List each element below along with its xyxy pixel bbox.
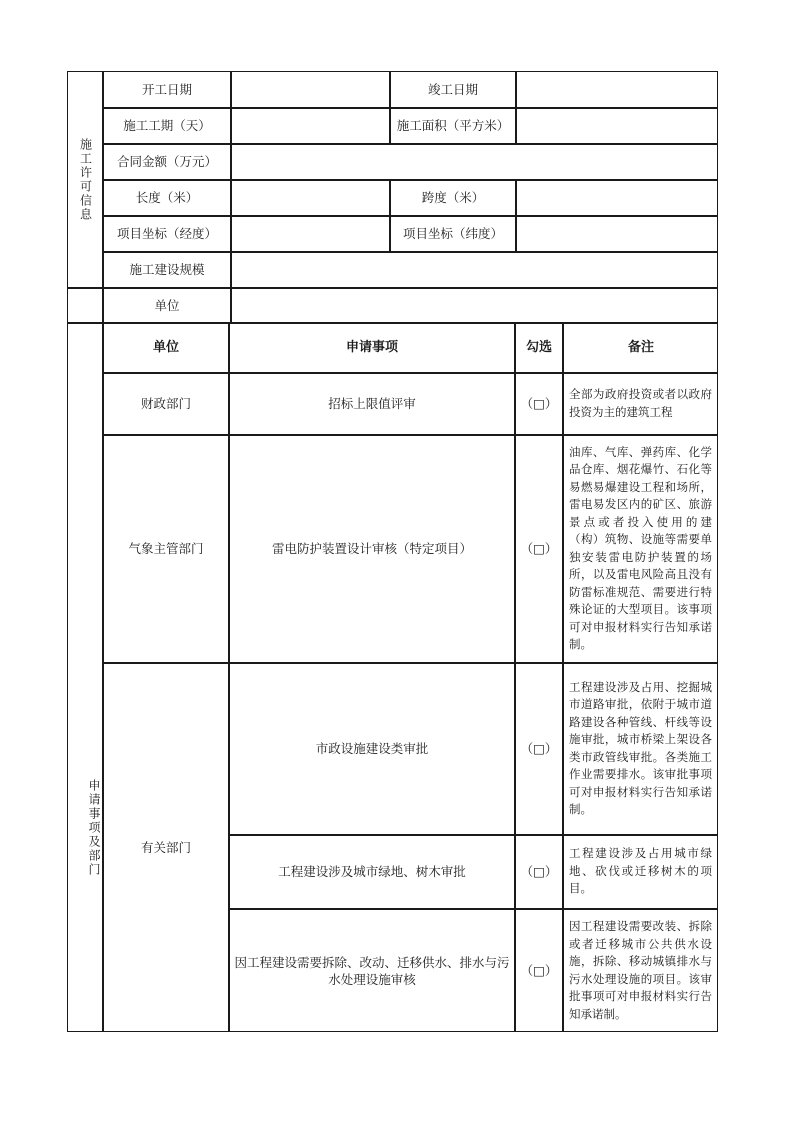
unit-cell-meteorology: 气象主管部门 [128,541,204,556]
length-label: 长度（米） [135,190,199,205]
duration-label: 施工工期（天） [123,118,211,133]
item-cell: 工程建设涉及城市绿地、树木审批 [278,864,466,879]
section-label-permit-info: 施工许可信息 [78,137,93,222]
longitude-label: 项目坐标（经度） [116,226,217,241]
unit-cell-finance: 财政部门 [140,396,191,411]
check-box[interactable]: （□） [520,541,558,556]
unit-field[interactable] [232,288,717,322]
item-cell: 因工程建设需要拆除、改动、迁移供水、排水与污水处理设施审核 [234,954,510,987]
remark-cell: 全部为政府投资或者以政府投资为主的建筑工程 [569,387,712,419]
length-field[interactable] [232,180,389,215]
check-box[interactable]: （□） [520,963,558,978]
span-label: 跨度（米） [421,190,485,205]
item-cell: 市政设施建设类审批 [315,741,429,756]
latitude-label: 项目坐标（纬度） [402,226,503,241]
contract-amount-field[interactable] [232,144,717,179]
item-cell: 雷电防护装置设计审核（特定项目） [271,541,472,556]
area-field[interactable] [517,108,717,143]
item-cell: 招标上限值评审 [328,396,416,411]
remark-cell: 油库、气库、弹药库、化学品仓库、烟花爆竹、石化等易燃易爆建设工程和场所，雷电易发区内的矿区、旅游景点或者投入使用的建（构）筑物、设施等需要单独安装雷电防护装置的场所，以及雷电风险高且没有防雷标准规范、需要进行特殊论证的大型项目。该事项可对申报材料实行告知承诺制。 [569,444,712,651]
header-unit: 单位 [152,340,179,355]
section-label-items-departments: 申请事项及部门 [87,778,101,877]
latitude-field[interactable] [517,216,717,251]
span-field[interactable] [517,180,717,215]
header-item: 申请事项 [345,340,398,355]
start-date-label: 开工日期 [141,82,192,97]
header-check: 勾选 [525,340,552,355]
end-date-field[interactable] [517,72,717,107]
area-label: 施工面积（平方米） [396,118,510,133]
check-box[interactable]: （□） [520,864,558,879]
remark-cell: 因工程建设需要改装、拆除或者迁移城市公共供水设施，拆除、移动城镇排水与污水处理设施的项目。该审批事项可对申报材料实行告知承诺制。 [569,919,712,1021]
longitude-field[interactable] [232,216,389,251]
check-box[interactable]: （□） [520,741,558,756]
end-date-label: 竣工日期 [427,82,478,97]
header-remark: 备注 [627,340,654,355]
remark-cell: 工程建设涉及占用、挖掘城市道路审批，依附于城市道路建设各种管线、杆线等设施审批，城市桥梁上架设各类市政管线审批。各类施工作业需要排水。该审批事项可对申报材料实行告知承诺制。 [569,679,712,816]
start-date-field[interactable] [232,72,389,107]
remark-cell: 工程建设涉及占用城市绿地、砍伐或迁移树木的项目。 [569,846,712,896]
construction-scale-field[interactable] [232,252,717,287]
unit-cell-relevant-depts: 有关部门 [140,840,191,855]
contract-amount-label: 合同金额（万元） [116,154,217,169]
construction-scale-label: 施工建设规模 [129,262,205,277]
duration-field[interactable] [232,108,389,143]
unit-label: 单位 [154,297,180,313]
check-box[interactable]: （□） [520,396,558,411]
